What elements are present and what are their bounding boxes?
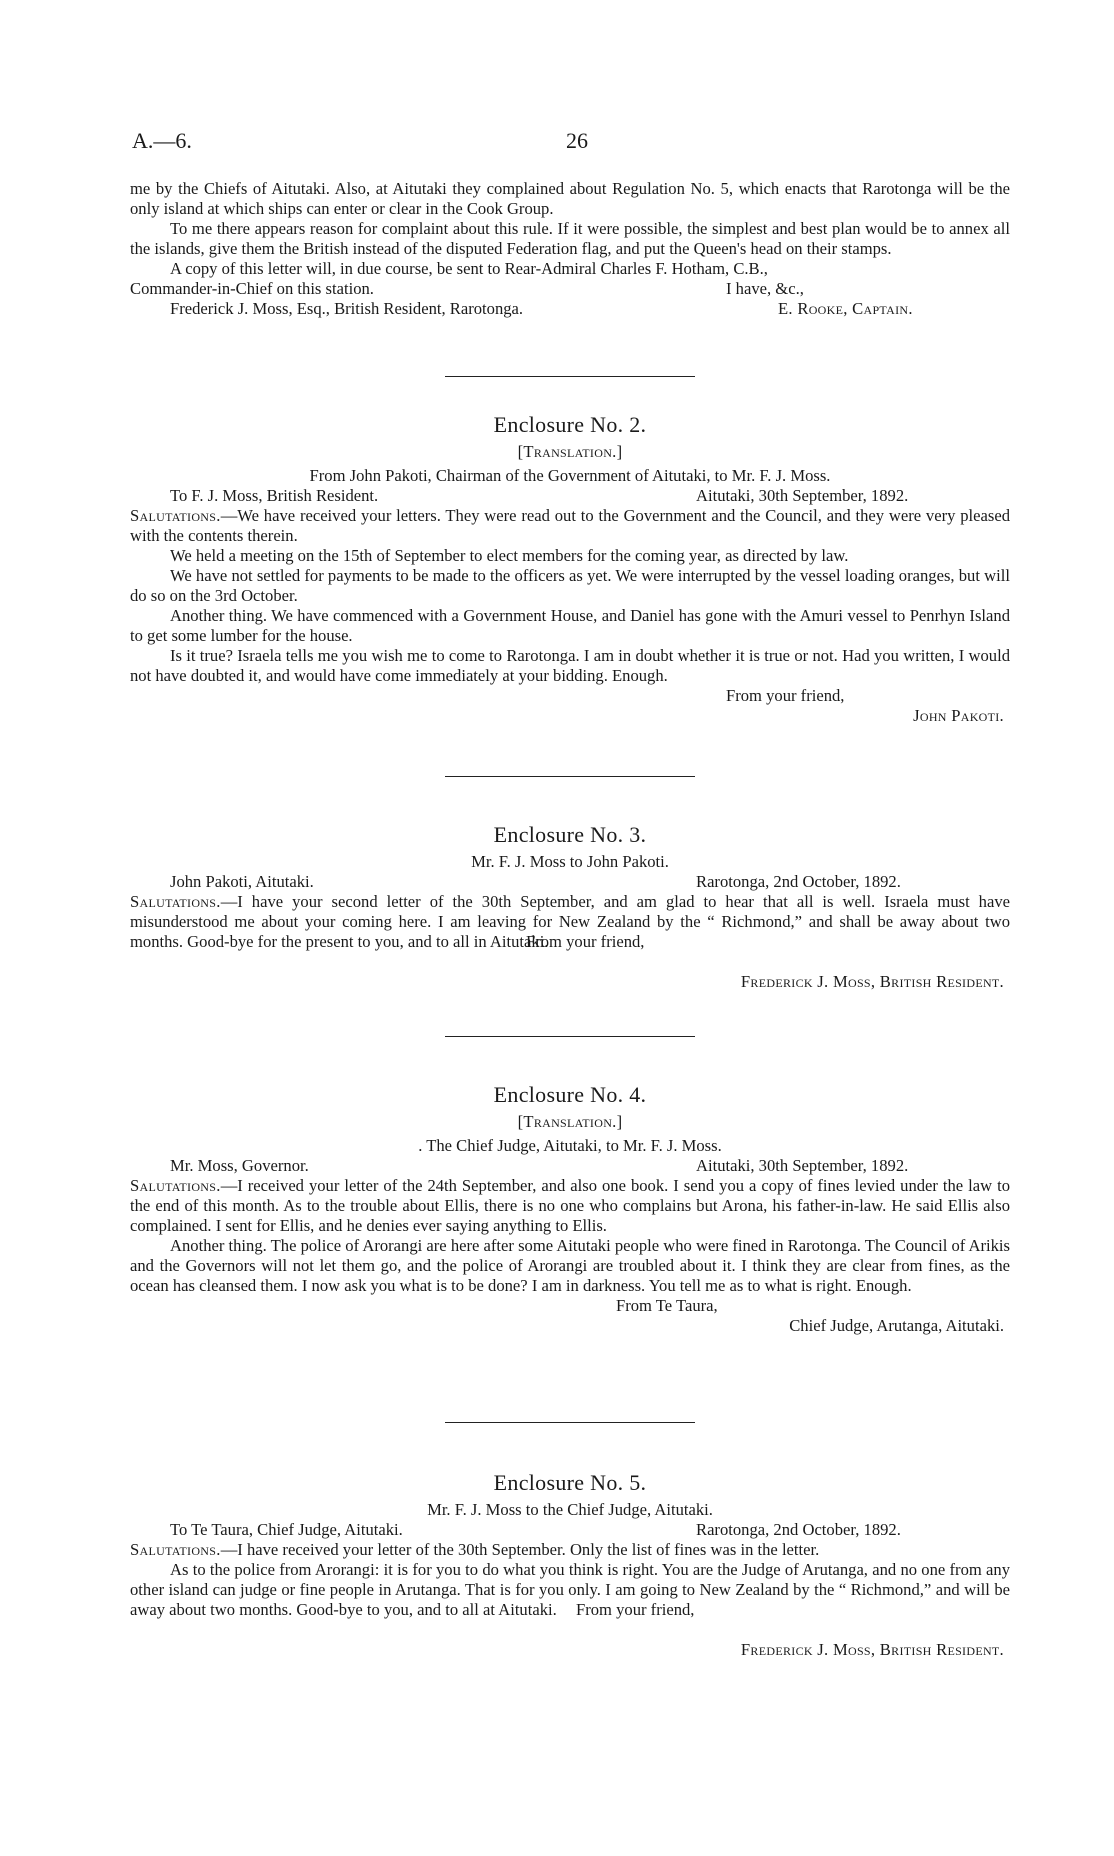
divider [130,1036,1010,1037]
enclosure-heading: From John Pakoti, Chairman of the Government of Aitutaki, to Mr. F. J. Moss. [309,466,831,485]
salutation: Salutations. [130,1540,221,1559]
place-date: Aitutaki, 30th September, 1892. [696,1156,909,1175]
address-row [130,1520,1010,1540]
salutation: Salutations. [130,892,221,911]
paragraph: Is it true? Israela tells me you wish me to come to Rarotonga. I am in doubt whether it is true or not. Had you written, I would not have doubted it, and would have come immediately at your bidding. Enough. [130,646,1010,685]
address-row [130,1156,1010,1176]
address-row [130,872,1010,892]
enclosure-heading: Mr. F. J. Moss to John Pakoti. [471,852,669,871]
recipient: John Pakoti, Aitutaki. [170,872,314,891]
paragraph: To me there appears reason for complaint about this rule. If it were possible, the simplest and best plan would be to annex all the islands, give them the British instead of the disputed Federation flag, and put the Queen's head on their stamps. [130,219,1010,258]
recipient: To F. J. Moss, British Resident. [170,486,379,505]
enclosure-heading: . The Chief Judge, Aitutaki, to Mr. F. J. Moss. [418,1136,722,1155]
enclosure-3 [130,822,1010,992]
closing: From your friend, [576,1600,695,1619]
recipient: Mr. Moss, Governor. [170,1156,309,1175]
paragraph: As to the police from Arorangi: it is for you to do what you think is right. You are the Judge of Arutanga, and no one from any other island can judge or fine people in Arutanga. That is for you only. I am going to New Zealand by the “ Richmond,” and will be away about two months. Good-bye to you, and to all at Aitutaki. [130,1560,1010,1619]
address-row [130,486,1010,506]
divider [130,1422,1010,1423]
divider [130,776,1010,777]
paragraph: Another thing. The police of Arorangi are here after some Aitutaki people who were fined in Rarotonga. The Council of Arikis and the Governors will not let them go, and the police of Arorangi are troubled about it. I think they are clear from fines, as the ocean has cleansed them. I now ask you what is to be done? I am in darkness. You tell me as to what is right. Enough. [130,1236,1010,1295]
closing: I have, &c., [726,279,804,298]
place-date: Rarotonga, 2nd October, 1892. [696,872,901,891]
closing-row [130,1600,1010,1620]
closing: From Te Taura, [616,1296,718,1315]
closing-row [130,1296,1010,1316]
signature: Chief Judge, Arutanga, Aitutaki. [789,1316,1004,1335]
paragraph: Salutations.—I have received your letter of the 30th September. Only the list of fines was in the letter. [130,1540,820,1559]
signature: John Pakoti. [913,706,1004,725]
translation-note: [Translation.] [517,1112,623,1131]
paragraph: We held a meeting on the 15th of September to elect members for the coming year, as directed by law. [170,546,849,565]
signature-row [130,299,1010,319]
paragraph: Salutations.—We have received your letters. They were read out to the Government and the Council, and they were very pleased with the contents therein. [130,506,1010,545]
paragraph: A copy of this letter will, in due course, be sent to Rear-Admiral Charles F. Hotham, C.B., [170,259,768,278]
signature: Frederick J. Moss, British Resident. [740,972,1004,991]
salutation: Salutations. [130,506,221,525]
enclosure-title: Enclosure No. 3. [493,822,647,847]
enclosure-2 [130,412,1010,726]
series-number: A.—6. [132,128,192,153]
paragraph: Salutations.—I have your second letter of the 30th September, and am glad to hear that all is well. Israela must have misunderstood me about your coming here. I am leaving for New Zealand by the “ Richmond,” and shall be away about two months. Good-bye for the present to you, and to all in Aitutaki. [130,892,1010,951]
letter-continuation [130,179,1010,319]
addressee: Frederick J. Moss, Esq., British Resident, Rarotonga. [170,299,524,318]
closing-row [130,932,1010,952]
translation-note: [Translation.] [517,442,623,461]
page-number: 26 [566,128,588,153]
signature: E. Rooke, Captain. [778,299,913,318]
enclosure-title: Enclosure No. 5. [493,1470,647,1495]
closing: From your friend, [726,686,845,705]
enclosure-heading: Mr. F. J. Moss to the Chief Judge, Aitutaki. [427,1500,713,1519]
enclosure-5 [130,1470,1010,1660]
paragraph-line: Commander-in-Chief on this station. [130,279,374,298]
enclosure-title: Enclosure No. 4. [493,1082,647,1107]
page-header [130,128,1010,158]
enclosure-title: Enclosure No. 2. [493,412,647,437]
signature: Frederick J. Moss, British Resident. [740,1640,1004,1659]
enclosure-4 [130,1082,1010,1336]
place-date: Rarotonga, 2nd October, 1892. [696,1520,901,1539]
closing-row [130,279,1010,299]
place-date: Aitutaki, 30th September, 1892. [696,486,909,505]
recipient: To Te Taura, Chief Judge, Aitutaki. [170,1520,403,1539]
paragraph: Another thing. We have commenced with a Government House, and Daniel has gone with the Amuri vessel to Penrhyn Island to get some lumber for the house. [130,606,1010,645]
paragraph: We have not settled for payments to be made to the officers as yet. We were interrupted by the vessel loading oranges, but will do so on the 3rd October. [130,566,1010,605]
divider [130,376,1010,377]
paragraph: me by the Chiefs of Aitutaki. Also, at Aitutaki they complained about Regulation No. 5, which enacts that Rarotonga will be the only island at which ships can enter or clear in the Cook Group. [130,179,1010,218]
closing: From your friend, [526,932,645,951]
paragraph: Salutations.—I received your letter of the 24th September, and also one book. I send you a copy of fines levied under the law to the end of this month. As to the trouble about Ellis, there is no one who complains but Arona, his father-in-law. He said Ellis also complained. I sent for Ellis, and he denies ever saying anything to Ellis. [130,1176,1010,1235]
closing-row [130,686,1010,706]
salutation: Salutations. [130,1176,221,1195]
